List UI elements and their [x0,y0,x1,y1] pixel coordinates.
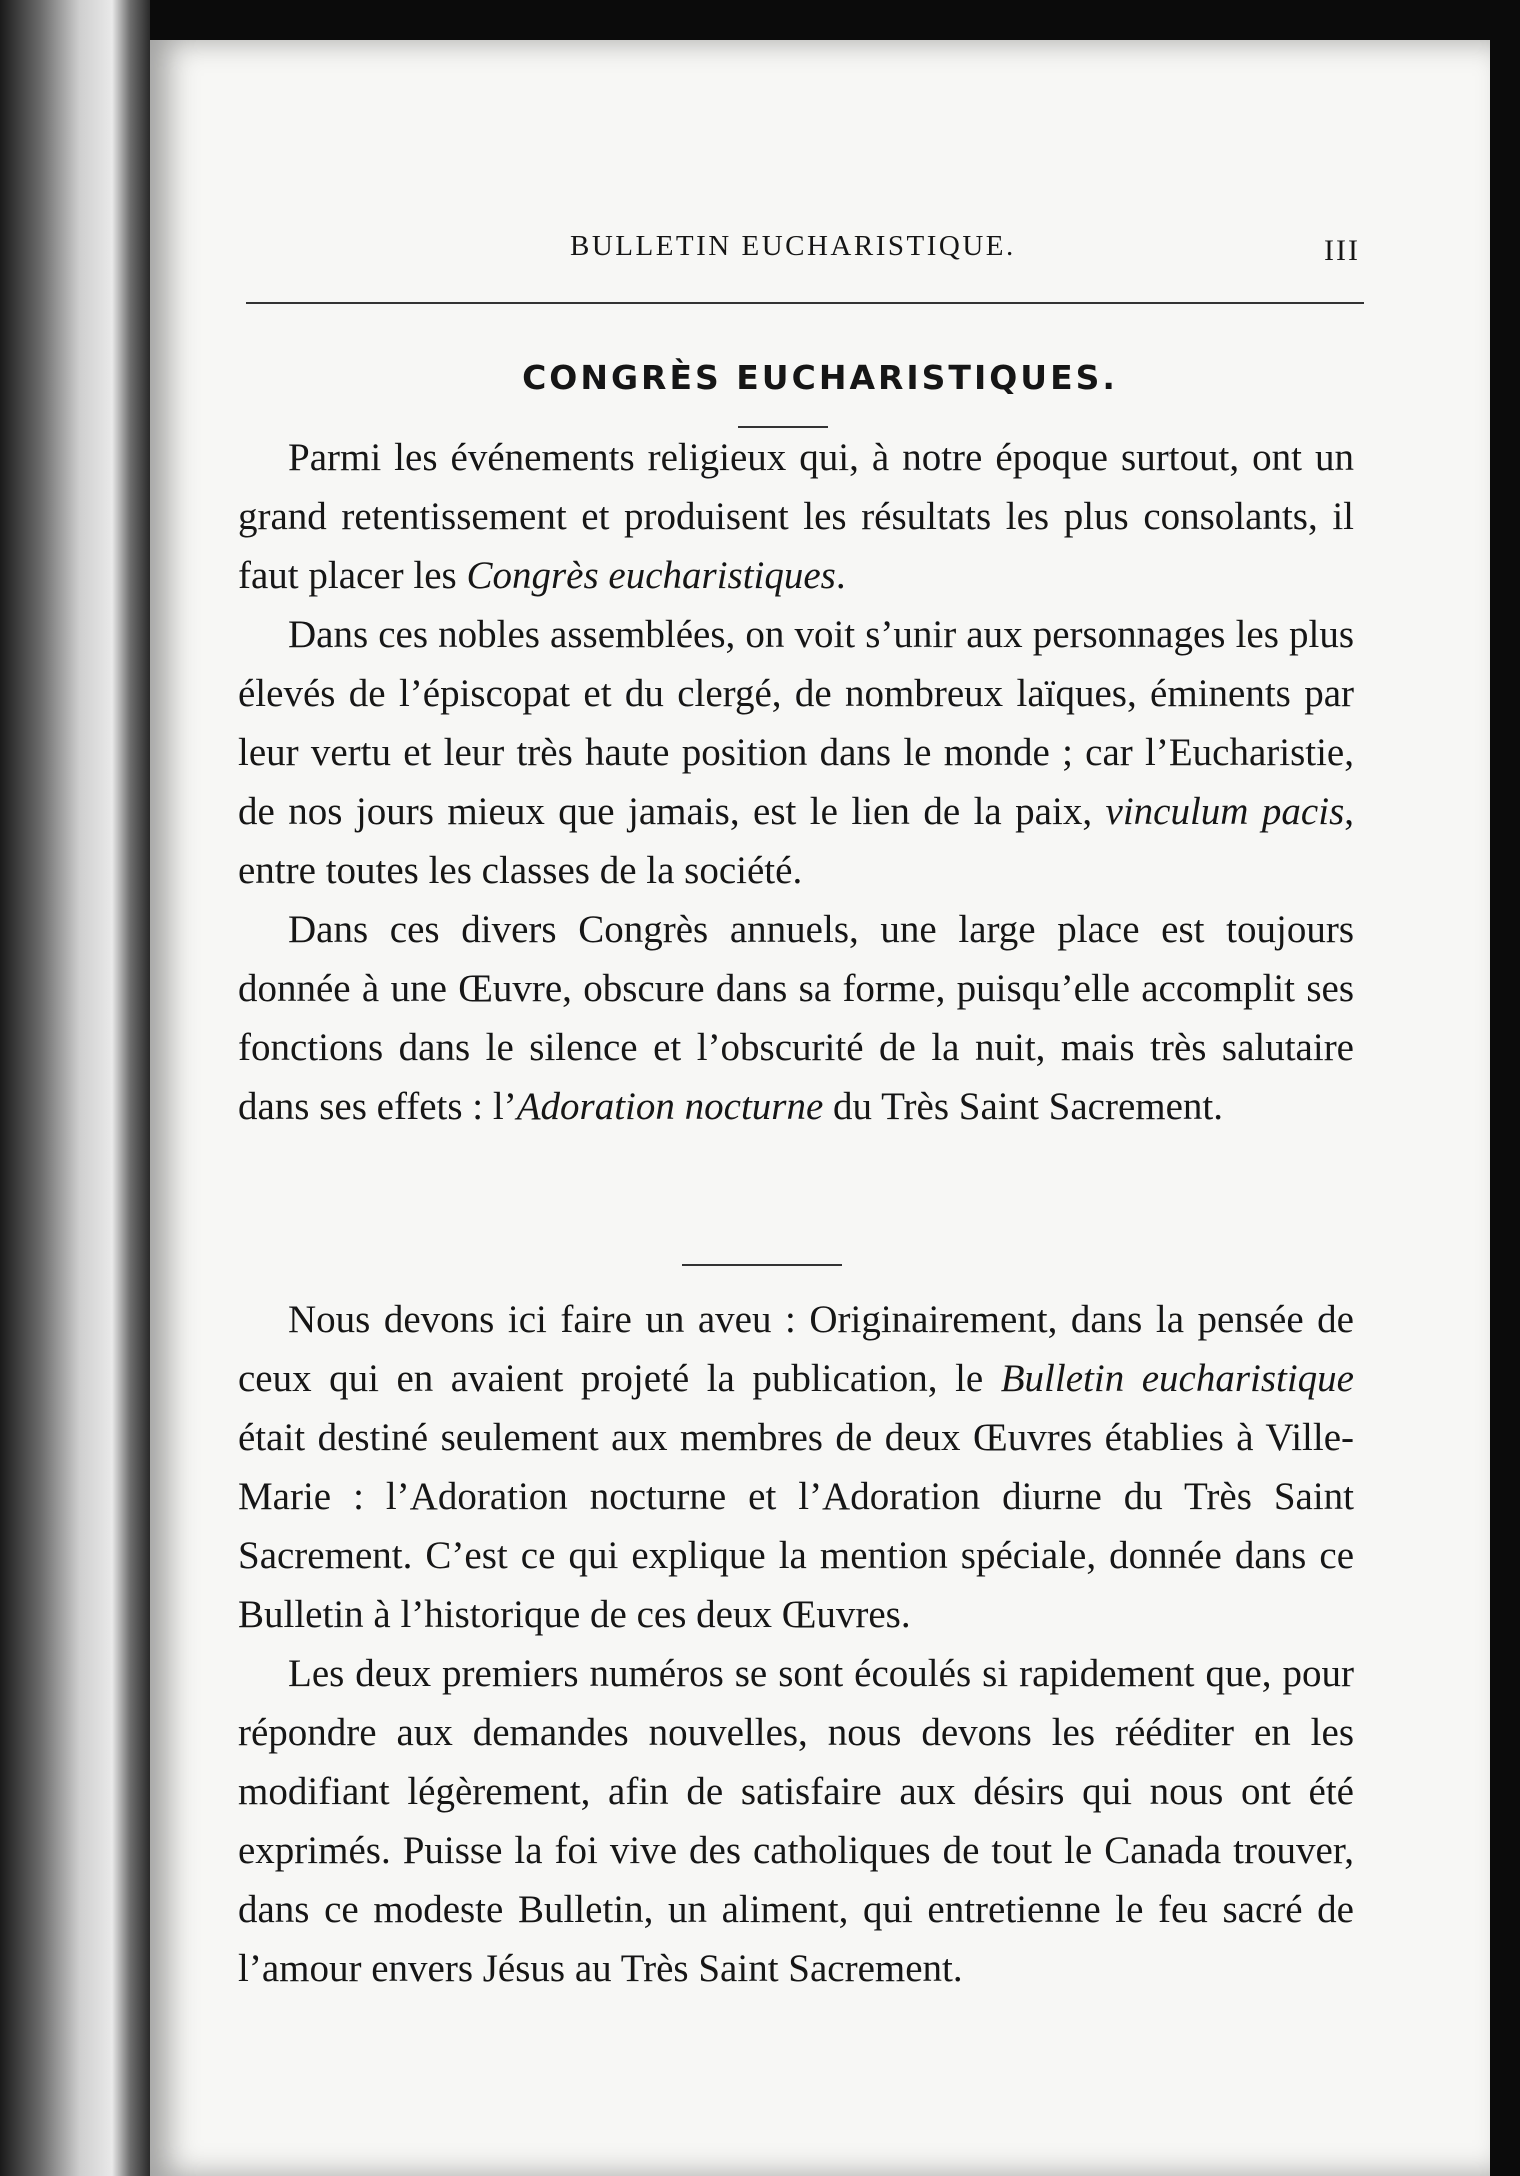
paragraph-text: Dans ces nobles assemblées, on voit s’unir aux personnages les plus élevés de l’épiscopat et du clergé, de nombreux laïques, éminents par leur vertu et leur très haute position dans le monde ; car l’Eucharistie, de nos jours mieux que jamais, est le lien de la paix, [238,613,1354,833]
paragraph-text: Dans ces divers Congrès annuels, une large place est toujours donnée à une Œuvre, obscure dans sa forme, puisqu’elle accomplit ses fonctions dans le silence et l’obscurité de la nuit, mais très salutaire dans ses effets : l’ [238,908,1354,1128]
paragraph-text: , entre toutes les classes de la société. [238,790,1354,892]
book-page [150,40,1490,2176]
running-title: BULLETIN EUCHARISTIQUE. [570,230,1016,262]
italic-phrase: Congrès eucharistiques [466,554,836,597]
section-separator-rule [682,1264,842,1266]
paragraph-text: Les deux premiers numéros se sont écoulés si rapidement que, pour répondre aux demandes nouvelles, nous devons les rééditer en les modifiant légèrement, afin de satisfaire aux désirs qui nous ont été exprimés. Puisse la foi vive des catholiques de tout le Canada trouver, dans ce modeste Bulletin, un aliment, qui entretienne le feu sacré de l’amour envers Jésus au Très Saint Sacrement. [238,1652,1354,1990]
paragraph [238,900,1354,1136]
paragraph-text: du Très Saint Sacrement. [823,1085,1224,1128]
section-title: CONGRÈS EUCHARISTIQUES. [522,358,1118,397]
italic-phrase: Adoration nocturne [516,1085,824,1128]
italic-phrase: vinculum pacis [1105,790,1345,833]
header-rule [246,302,1364,304]
paragraph-text: était destiné seulement aux membres de deux Œuvres établies à Ville-Marie : l’Adoration nocturne et l’Adoration diurne du Très Saint Sacrement. C’est ce qui explique la mention spéciale, donnée dans ce Bulletin à l’historique de ces deux Œuvres. [238,1416,1354,1636]
paragraph-text: Parmi les événements religieux qui, à notre époque surtout, ont un grand retentissement et produisent les résultats les plus consolants, il faut placer les [238,436,1354,597]
text-block-2 [238,1290,1354,1998]
paragraph [238,1290,1354,1644]
page-number: III [1324,234,1360,267]
paragraph-text: . [835,554,846,597]
book-binding-edge [0,0,150,2176]
paragraph-text: Nous devons ici faire un aveu : Originairement, dans la pensée de ceux qui en avaient projeté la publication, le [238,1298,1354,1400]
paragraph [238,1644,1354,1998]
running-head [150,230,1490,280]
italic-phrase: Bulletin eucharistique [1000,1357,1354,1400]
text-block-1 [238,428,1354,1136]
paragraph [238,605,1354,900]
paragraph [238,428,1354,605]
